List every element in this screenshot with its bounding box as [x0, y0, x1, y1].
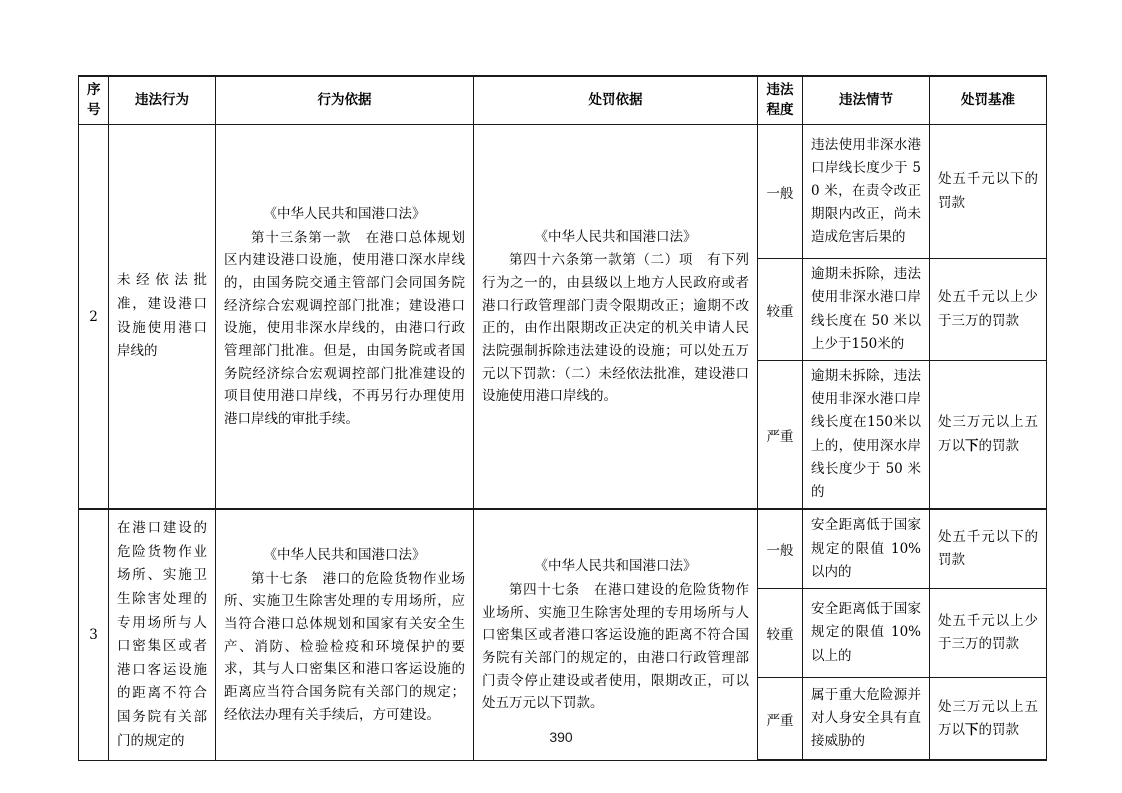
penalty-standard: [930, 361, 1047, 510]
law-title: 《中华人民共和国港口法》: [534, 228, 697, 245]
violation-circumstance: 逾期未拆除，违法使用非深水港口岸线长度在 50 米以上少于150米的: [803, 259, 930, 361]
penalty-standard-bold: 下: [965, 721, 979, 738]
penalty-standard-text: 的罚款: [978, 437, 1019, 454]
violation-circumstance: 安全距离低于国家规定的限值 10%以上的: [803, 588, 930, 677]
col-header-behavior-basis: 行为依据: [216, 76, 474, 125]
law-body: 第四十七条 在港口建设的危险货物作业场所、实施卫生除害处理的专用场所与人口密集区或者港口客运设施的距离不符合国务院有关部门的规定的，由港口行政管理部门责令停止建设或者使用，限期改正，可以处五万元以下罚款。: [482, 581, 749, 712]
severity-level: 较重: [758, 259, 803, 361]
col-header-behavior: 违法行为: [109, 76, 216, 125]
table-row: [79, 125, 1047, 259]
severity-level: 一般: [758, 125, 803, 259]
violation-circumstance: 安全距离低于国家规定的限值 10%以内的: [803, 509, 930, 588]
law-title: 《中华人民共和国港口法》: [534, 558, 697, 575]
violation-circumstance: 逾期未拆除，违法使用非深水港口岸线长度在150米以上的，使用深水岸线长度少于 50 米的: [803, 361, 930, 510]
penalty-standard-text: 处五千元以下的罚款: [938, 528, 1038, 569]
penalty-standard-text: 处五千元以上少于三万的罚款: [938, 612, 1038, 652]
row-number: 2: [79, 125, 109, 510]
behavior-basis-cell: [216, 509, 474, 760]
penalty-standard-bold: 下: [965, 437, 979, 454]
law-title: 《中华人民共和国港口法》: [263, 546, 426, 563]
penalty-table: [78, 75, 1047, 761]
col-header-penalty-basis: 处罚依据: [474, 76, 758, 125]
penalty-standard: [930, 588, 1047, 677]
violation-circumstance: 违法使用非深水港口岸线长度少于 50 米，在责令改正期限内改正，尚未造成危害后果的: [803, 125, 930, 259]
col-header-seq: 序号: [79, 76, 109, 125]
violation-behavior: 未经依法批准，建设港口设施使用港口岸线的: [109, 125, 216, 510]
table-header-row: [79, 76, 1047, 125]
penalty-standard-text: 处三万元以上五万以: [938, 698, 1038, 738]
violation-circumstance: 属于重大危险源并对人身安全具有直接威胁的: [803, 677, 930, 760]
penalty-standard-text: 处五千元以下的罚款: [938, 171, 1038, 211]
law-body: 第十七条 港口的危险货物作业场所、实施卫生除害处理的专用场所，应当符合港口总体规划和国家有关安全生产、消防、检验检疫和环境保护的要求，其与人口密集区和港口客运设施的距离应当符合国务院有关部门的规定；经依法办理有关手续后，方可建设。: [224, 570, 465, 723]
law-body: 第十三条第一款 在港口总体规划区内建设港口设施，使用港口深水岸线的，由国务院交通主管部门会同国务院经济综合宏观调控部门批准；建设港口设施，使用非深水岸线的，由港口行政管理部门批准。但是，由国务院或者国务院经济综合宏观调控部门批准建设的项目使用港口岸线，不再另行办理使用港口岸线的审批手续。: [224, 229, 465, 427]
col-header-severity: 违法程度: [758, 76, 803, 125]
col-header-circumstance: 违法情节: [803, 76, 930, 125]
law-body: 第四十六条第一款第（二）项 有下列行为之一的，由县级以上地方人民政府或者港口行政管理部门责令限期改正；逾期不改正的，由作出限期改正决定的机关申请人民法院强制拆除违法建设的设施；可以处五万元以下罚款：（二）未经依法批准，建设港口设施使用港口岸线的。: [482, 252, 749, 405]
severity-level: 严重: [758, 361, 803, 510]
severity-level: 较重: [758, 588, 803, 677]
page-number: 390: [549, 729, 573, 745]
penalty-standard: [930, 259, 1047, 361]
penalty-standard-text: 处三万元以上五万以: [938, 414, 1038, 454]
penalty-basis-cell: [474, 509, 758, 760]
penalty-standard-text: 处五千元以上少于三万的罚款: [938, 289, 1038, 329]
severity-level: 严重: [758, 677, 803, 760]
violation-behavior: 在港口建设的危险货物作业场所、实施卫生除害处理的专用场所与人口密集区或者港口客运设施的距离不符合国务院有关部门的规定的: [109, 509, 216, 760]
penalty-standard-text: 的罚款: [978, 721, 1019, 738]
behavior-basis-cell: [216, 125, 474, 510]
penalty-standard: [930, 509, 1047, 588]
row-number: 3: [79, 509, 109, 760]
penalty-basis-cell: [474, 125, 758, 510]
severity-level: 一般: [758, 509, 803, 588]
penalty-standard: [930, 677, 1047, 760]
table-row: [79, 509, 1047, 588]
penalty-standard: [930, 125, 1047, 259]
law-title: 《中华人民共和国港口法》: [263, 205, 426, 222]
col-header-standard: 处罚基准: [930, 76, 1047, 125]
